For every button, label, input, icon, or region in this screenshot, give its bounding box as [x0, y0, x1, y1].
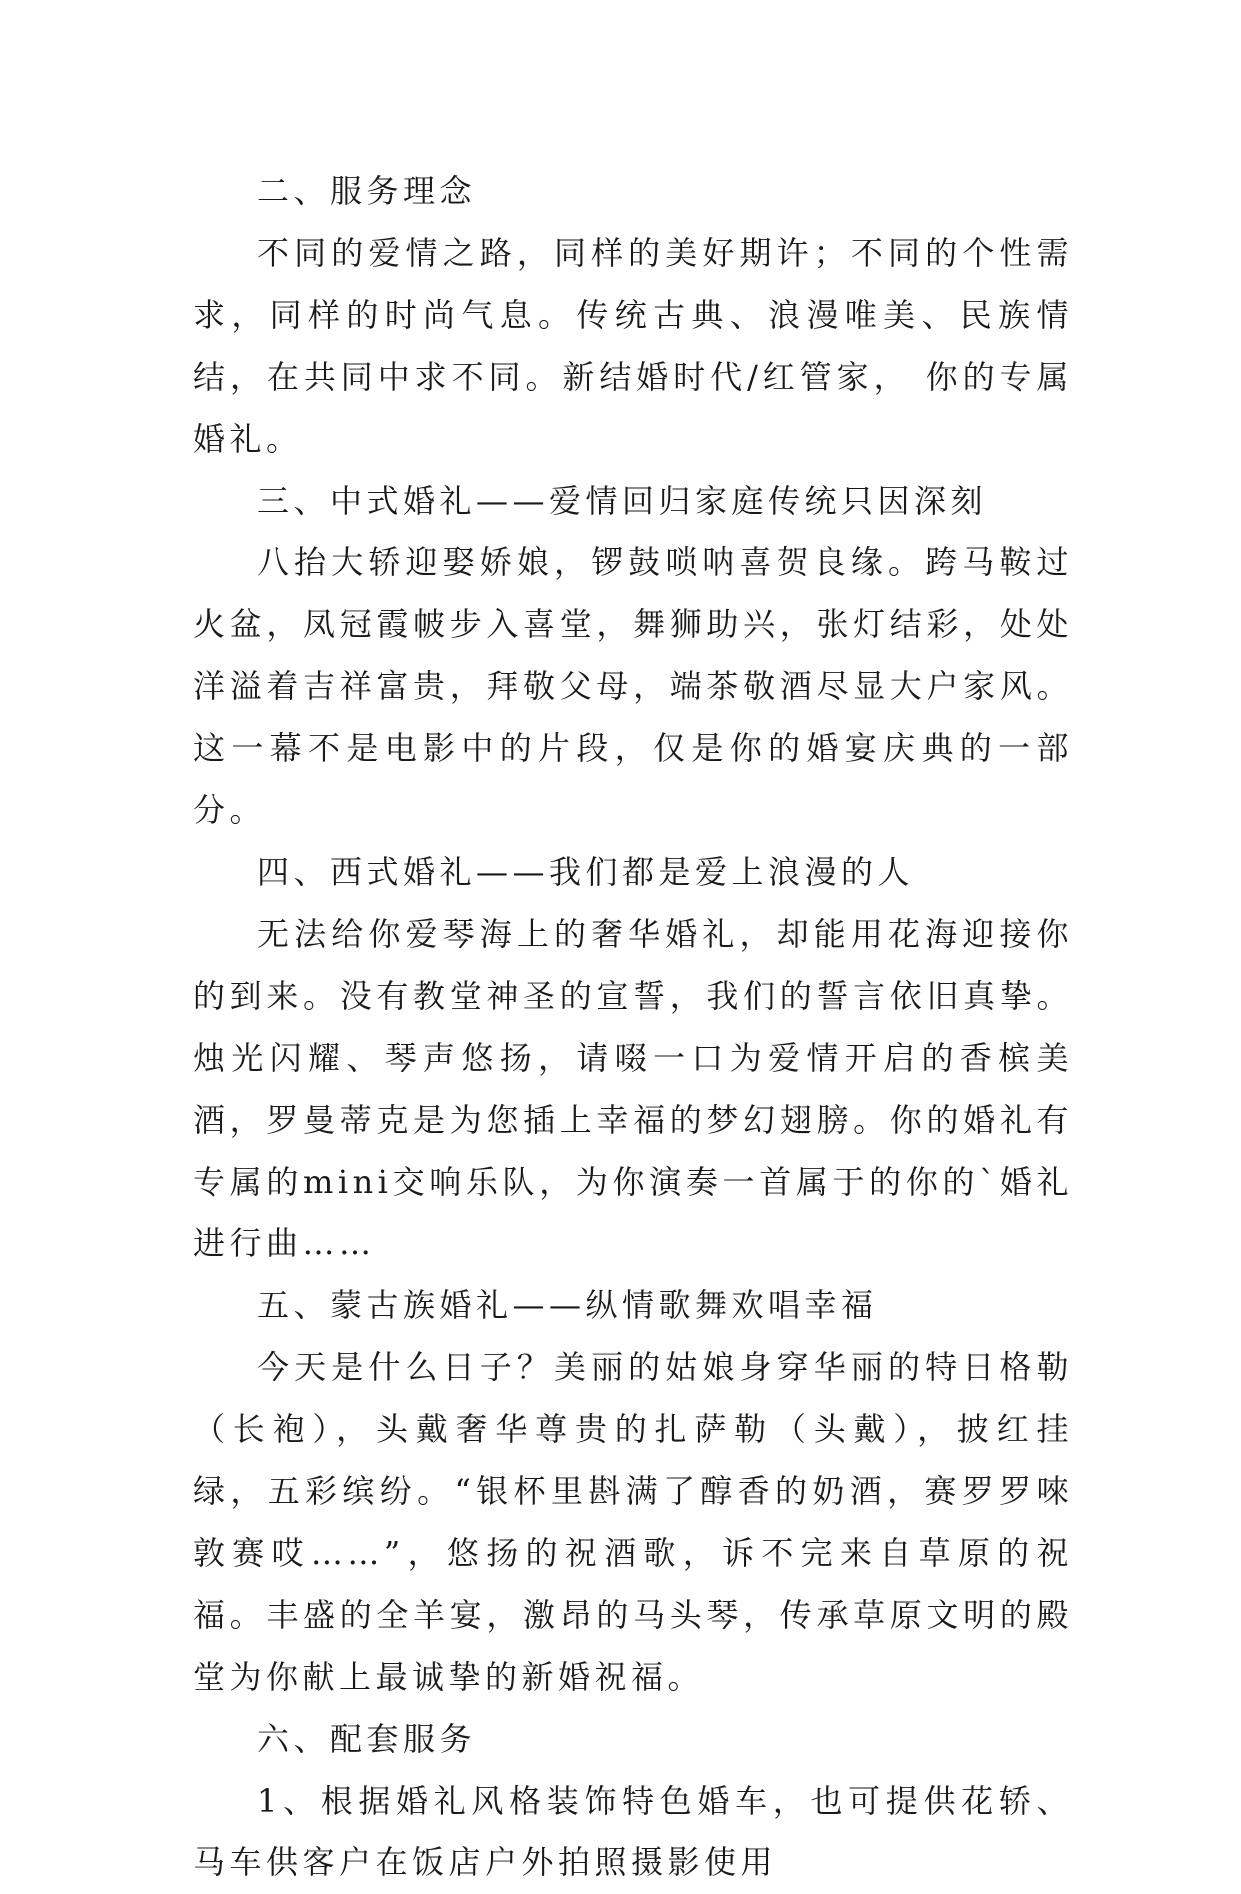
section-heading-supporting-services: 六、配套服务	[257, 1719, 477, 1758]
paragraph-service-philosophy: 不同的爱情之路，同样的美好期许；不同的个性需求，同样的时尚气息。传统古典、浪漫唯美、民族情结，在共同中求不同。新结婚时代/红管家， 你的专属婚礼。	[193, 233, 1073, 458]
paragraph-mongolian-wedding: 今天是什么日子？美丽的姑娘身穿华丽的特日格勒（长袍），头戴奢华尊贵的扎萨勒（头戴），披红挂绿，五彩缤纷。“银杯里斟满了醇香的奶酒，赛罗罗唻敦赛哎……”，悠扬的祝酒歌，诉不完来自草原的祝福。丰盛的全羊宴，激昂的马头琴，传承草原文明的殿堂为你献上最诚挚的新婚祝福。	[193, 1348, 1073, 1696]
section-heading-mongolian-wedding: 五、蒙古族婚礼——纵情歌舞欢唱幸福	[257, 1286, 878, 1325]
paragraph-western-wedding: 无法给你爱琴海上的奢华婚礼，却能用花海迎接你的到来。没有教堂神圣的宣誓，我们的誓言依旧真挚。烛光闪耀、琴声悠扬，请啜一口为爱情开启的香槟美酒，罗曼蒂克是为您插上幸福的梦幻翅膀。你的婚礼有专属的mini交响乐队，为你演奏一首属于的你的`婚礼进行曲……	[193, 914, 1073, 1263]
section-heading-chinese-wedding: 三、中式婚礼——爱情回归家庭传统只因深刻	[257, 481, 988, 520]
section-heading-western-wedding: 四、西式婚礼——我们都是爱上浪漫的人	[257, 852, 915, 891]
paragraph-supporting-services-item-1: 1、根据婚礼风格装饰特色婚车，也可提供花轿、马车供客户在饭店户外拍照摄影使用	[193, 1781, 1073, 1882]
document-body	[193, 161, 1073, 1894]
section-heading-service-philosophy: 二、服务理念	[257, 172, 477, 210]
paragraph-chinese-wedding: 八抬大轿迎娶娇娘，锣鼓唢呐喜贺良缘。跨马鞍过火盆，凤冠霞帔步入喜堂，舞狮助兴，张灯结彩，处处洋溢着吉祥富贵，拜敬父母，端茶敬酒尽显大户家风。这一幕不是电影中的片段，仅是你的婚宴庆典的一部分。	[193, 543, 1073, 830]
